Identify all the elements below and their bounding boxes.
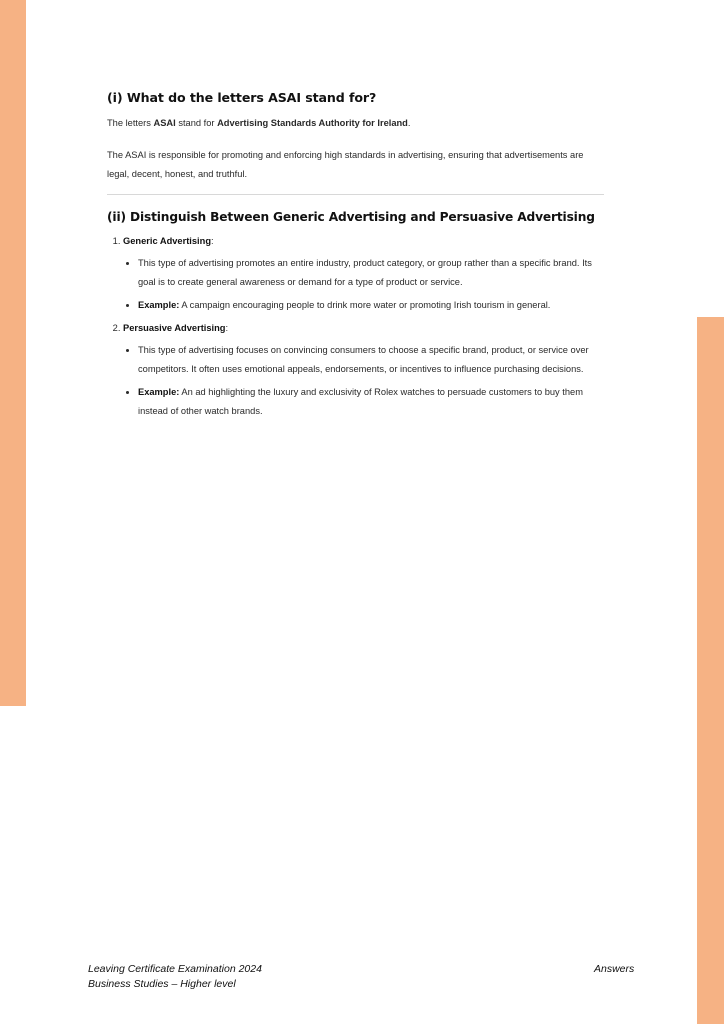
asai-responsibility: The ASAI is responsible for promoting and enforcing high standards in advertising, ensuring that advertisements are legal, decent, honest, and truthful.: [107, 150, 584, 179]
section-1-heading: (i) What do the letters ASAI stand for?: [107, 90, 377, 105]
term-persuasive: Persuasive Advertising: [123, 323, 226, 333]
persuasive-details: [123, 341, 604, 421]
persuasive-example: • Example: An ad highlighting the luxury and exclusivity of Rolex watches to persuade customers to buy them instead of other watch brands.: [138, 383, 604, 421]
list-item-persuasive: 2. Persuasive Advertising: • This type of advertising focuses on convincing consumers to choose a specific brand, product, or service over competitors. It often uses emotional appeals, endorsements, or incentives to influence purchasing decisions. • Example: An ad highlighting the luxury and exclusivity of Rolex watches to persuade customers to buy them instead of other watch brands.: [123, 319, 604, 421]
footer-line-2: Business Studies – Higher level: [88, 978, 236, 990]
section-divider: [107, 194, 604, 195]
asai-definition: The letters ASAI stand for Advertising Standards Authority for Ireland.: [107, 118, 411, 128]
right-accent-bar: [697, 317, 724, 1024]
answer-content: [107, 90, 604, 425]
generic-example: • Example: A campaign encouraging people to drink more water or promoting Irish tourism in general.: [138, 296, 604, 315]
list-item-generic: 1. Generic Advertising: • This type of advertising promotes an entire industry, product category, or group rather than a specific brand. Its goal is to create general awareness or demand for a type of product or service. • Example: A campaign encouraging people to drink more water or promoting Irish tourism in general.: [123, 232, 604, 315]
footer-line-1: Leaving Certificate Examination 2024: [88, 963, 262, 975]
persuasive-description: • This type of advertising focuses on convincing consumers to choose a specific brand, product, or service over competitors. It often uses emotional appeals, endorsements, or incentives to influence purchasing decisions.: [138, 341, 604, 379]
advertising-types-list: [107, 232, 604, 421]
section-2-heading: (ii) Distinguish Between Generic Advertising and Persuasive Advertising: [107, 210, 595, 224]
generic-description: • This type of advertising promotes an entire industry, product category, or group rather than a specific brand. Its goal is to create general awareness or demand for a type of product or service.: [138, 254, 604, 292]
generic-details: [123, 254, 604, 315]
footer-exam-info: [88, 962, 262, 992]
term-generic: Generic Advertising: [123, 236, 212, 246]
asai-full-name: Advertising Standards Authority for Ireland: [217, 118, 408, 128]
left-accent-bar: [0, 0, 26, 706]
footer-answers-label: Answers: [594, 963, 635, 975]
asai-acronym: ASAI: [153, 118, 176, 128]
